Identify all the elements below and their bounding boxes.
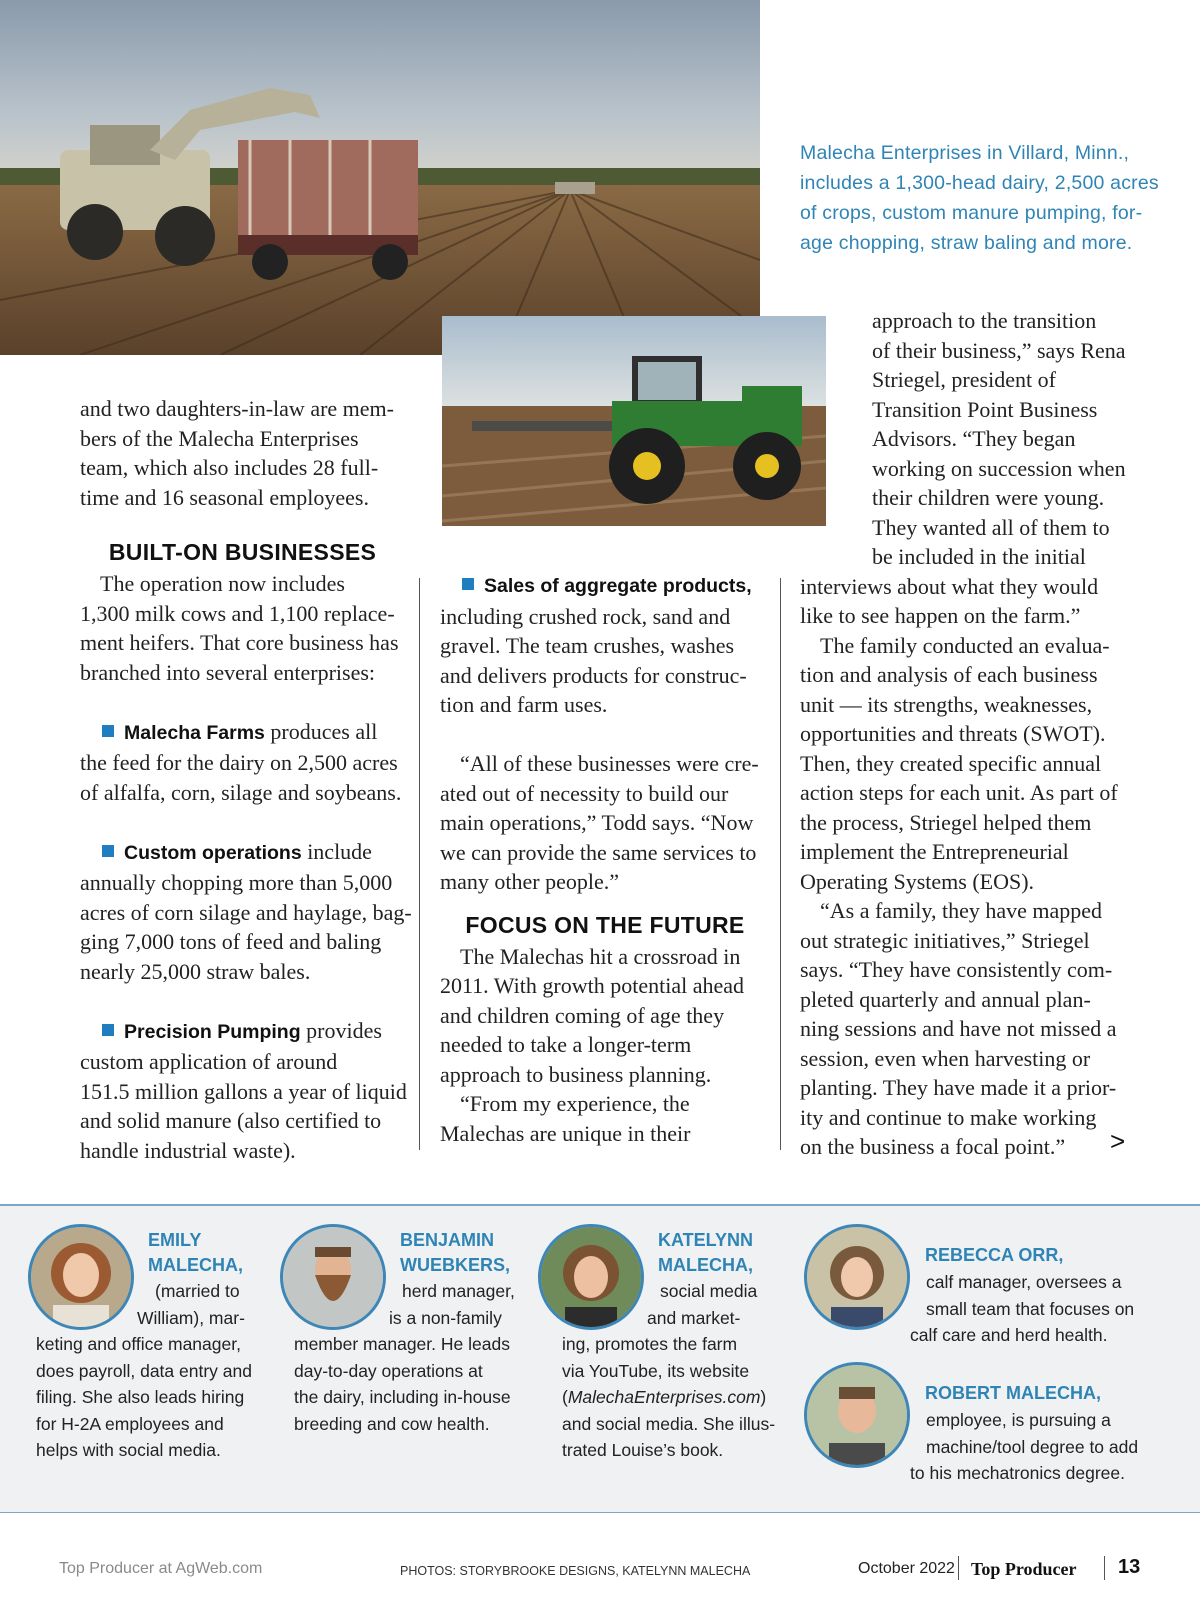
caption-line: Malecha Enterprises in Villard, Minn., [800, 142, 1130, 164]
bullet-custom-operations [80, 837, 405, 869]
staff-name-katelynn: KATELYNN MALECHA, [658, 1230, 754, 1275]
staff-bio-katelynn: social media and market- ing, promotes the farm via YouTube, its website (MalechaEnterprises.com) and social media. She illus- trated Louise’s book. [562, 1281, 776, 1460]
square-bullet-icon [102, 725, 114, 737]
body-line: tion and farm uses. [440, 692, 608, 717]
body-text: include [301, 838, 372, 864]
column-divider [780, 578, 781, 1150]
section-heading-focus-future: FOCUS ON THE FUTURE [465, 911, 745, 938]
staff-profiles-band [0, 1204, 1200, 1513]
staff-name-benjamin: BENJAMIN WUEBKERS, [400, 1230, 511, 1275]
body-line: session, even when harvesting or [800, 1045, 1091, 1071]
staff-name-rebecca: REBECCA ORR, [925, 1245, 1064, 1265]
body-line: team, which also includes 28 full- [80, 455, 379, 480]
bullet-lead: Custom operations [124, 841, 302, 864]
body-line: needed to take a longer-term [440, 1032, 692, 1057]
tractor-photo [442, 316, 826, 526]
body-line: Advisors. “They began [872, 426, 1076, 451]
avatar-robert [804, 1362, 910, 1468]
body-line: many other people.” [440, 869, 619, 894]
hero-photo-harvester [0, 0, 760, 355]
photo-caption [800, 138, 1160, 258]
body-line: 2011. With growth potential ahead [440, 973, 744, 998]
body-line: “From my experience, the [460, 1091, 690, 1116]
bullet-precision-pumping [80, 1016, 405, 1048]
body-line: unit — its strengths, weaknesses, [800, 691, 1093, 717]
body-line: “All of these businesses were cre- [460, 751, 759, 776]
body-line: They wanted all of them to [872, 514, 1110, 540]
column-2 [440, 570, 770, 1148]
footer-site-link[interactable]: Top Producer at AgWeb.com [59, 1560, 263, 1577]
section-heading-built-on: BUILT-ON BUSINESSES [108, 539, 377, 565]
bullet-sales-aggregate [440, 570, 770, 602]
body-line: annually chopping more than 5,000 [80, 870, 393, 895]
bullet-lead: Sales of aggregate products, [484, 575, 752, 597]
body-line: of alfalfa, corn, silage and soybeans. [80, 779, 402, 805]
body-text: provides [300, 1017, 382, 1043]
body-line: their children were young. [872, 485, 1105, 510]
body-line: The operation now includes [100, 571, 345, 596]
caption-line: includes a 1,300-head dairy, 2,500 acres [800, 172, 1159, 194]
body-line: ity and continue to make working [800, 1104, 1097, 1130]
website-link[interactable]: MalechaEnterprises.com [567, 1387, 761, 1407]
footer-divider [1104, 1556, 1105, 1580]
body-line: tion and analysis of each business [800, 662, 1098, 687]
body-line: planting. They have made it a prior- [800, 1075, 1117, 1100]
page-number: 13 [1118, 1556, 1141, 1578]
body-line: branched into several enterprises: [80, 659, 376, 685]
body-line: on the business a focal point.” [800, 1134, 1066, 1159]
caption-line: of crops, custom manure pumping, for- [800, 202, 1143, 224]
body-line: bers of the Malecha Enterprises [80, 425, 359, 451]
staff-bio-benjamin: herd manager, is a non-family member manager. He leads day-to-day operations at the dairy, including in-house breeding and cow health. [294, 1281, 515, 1434]
staff-bio-rebecca: calf manager, oversees a small team that focuses on calf care and herd health. [910, 1272, 1135, 1345]
staff-bio-emily: (married to William), mar- keting and office manager, does payroll, data entry and filing. She also leads hiring for H-2A employees and helps with social media. [36, 1281, 252, 1460]
body-line: we can provide the same services to [440, 839, 757, 865]
body-line: ment heifers. That core business has [80, 630, 399, 655]
body-line: Malechas are unique in their [440, 1120, 691, 1146]
body-line: including crushed rock, sand and [440, 603, 731, 629]
body-line: nearly 25,000 straw bales. [80, 958, 311, 984]
body-line: The Malechas hit a crossroad in [460, 943, 741, 969]
body-line: opportunities and threats (SWOT). [800, 721, 1106, 746]
body-line: like to see happen on the farm.” [800, 603, 1081, 628]
body-line: the feed for the dairy on 2,500 acres [80, 750, 398, 775]
body-line: interviews about what they would [800, 573, 1099, 599]
body-line: and children coming of age they [440, 1002, 725, 1028]
body-line: be included in the initial [872, 544, 1086, 569]
bullet-lead: Precision Pumping [124, 1020, 301, 1043]
footer-divider [958, 1556, 959, 1580]
body-line: acres of corn silage and haylage, bag- [80, 899, 412, 925]
body-line: pleted quarterly and annual plan- [800, 986, 1091, 1012]
body-line: of their business,” says Rena [872, 337, 1126, 363]
body-line: 151.5 million gallons a year of liquid [80, 1078, 407, 1104]
body-line: out strategic initiatives,” Striegel [800, 927, 1090, 953]
column-divider [419, 578, 420, 1150]
issue-date: October 2022 [858, 1560, 955, 1577]
body-line: handle industrial waste). [80, 1137, 296, 1163]
caption-line: age chopping, straw baling and more. [800, 232, 1133, 254]
body-line: 1,300 milk cows and 1,100 replace- [80, 600, 395, 626]
body-line: Operating Systems (EOS). [800, 868, 1035, 894]
body-line: and two daughters-in-law are mem- [80, 396, 394, 421]
body-line: Striegel, president of [872, 367, 1056, 392]
body-line: approach to the transition [872, 308, 1097, 333]
magazine-brand: Top Producer [971, 1559, 1077, 1579]
bullet-lead: Malecha Farms [124, 721, 265, 744]
staff-name-robert: ROBERT MALECHA, [925, 1383, 1101, 1403]
square-bullet-icon [462, 578, 474, 590]
body-line: working on succession when [872, 455, 1126, 481]
body-text: produces all [264, 718, 378, 744]
body-line: and solid manure (also certified to [80, 1108, 382, 1133]
body-line: approach to business planning. [440, 1061, 712, 1087]
staff-name-emily: EMILY MALECHA, [148, 1230, 243, 1275]
column-3 [800, 306, 1140, 1162]
square-bullet-icon [102, 845, 114, 857]
body-line: ning sessions and have not missed a [800, 1016, 1117, 1041]
column-1 [80, 394, 412, 1165]
staff-bio-robert: employee, is pursuing a machine/tool degree to add to his mechatronics degree. [910, 1410, 1139, 1483]
avatar-rebecca [804, 1224, 910, 1330]
body-line: says. “They have consistently com- [800, 957, 1113, 982]
body-line: custom application of around [80, 1049, 338, 1074]
body-line: The family conducted an evalua- [820, 632, 1110, 658]
continue-arrow-icon[interactable]: > [1110, 1126, 1126, 1156]
photo-credits: PHOTOS: STORYBROOKE DESIGNS, KATELYNN MALECHA [400, 1564, 751, 1578]
body-line: ated out of necessity to build our [440, 780, 729, 806]
body-line: gravel. The team crushes, washes [440, 633, 735, 658]
body-line: time and 16 seasonal employees. [80, 484, 369, 510]
body-line: main operations,” Todd says. “Now [440, 810, 754, 835]
body-line: Transition Point Business [872, 396, 1098, 422]
body-line: “As a family, they have mapped [820, 898, 1103, 923]
body-line: and delivers products for construc- [440, 662, 747, 688]
bullet-malecha-farms [80, 717, 405, 749]
body-line: Then, they created specific annual [800, 750, 1102, 776]
body-line: ging 7,000 tons of feed and baling [80, 929, 382, 954]
square-bullet-icon [102, 1024, 114, 1036]
body-line: the process, Striegel helped them [800, 809, 1092, 835]
body-line: action steps for each unit. As part of [800, 780, 1118, 805]
body-line: implement the Entrepreneurial [800, 839, 1069, 864]
